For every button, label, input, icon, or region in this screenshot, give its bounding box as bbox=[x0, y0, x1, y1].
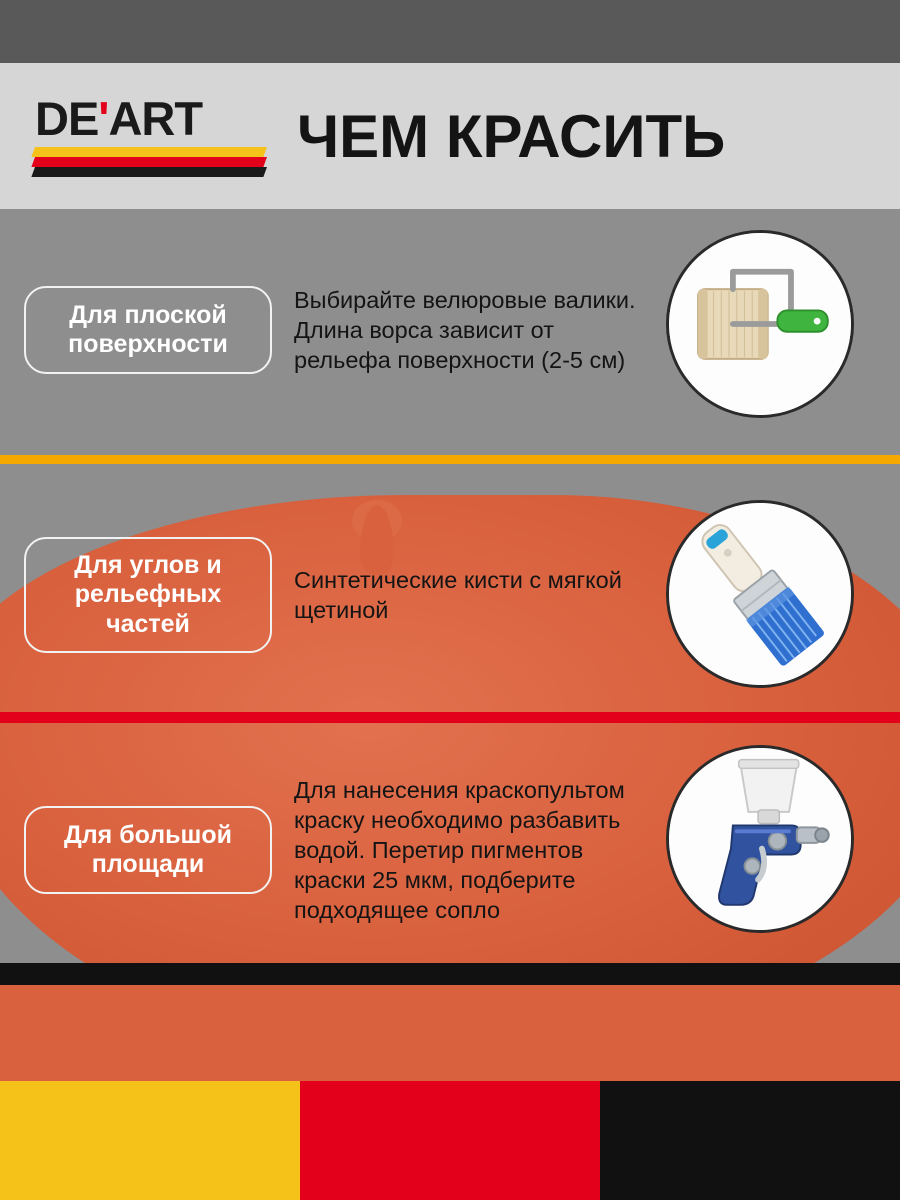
german-flag-icon bbox=[35, 147, 267, 177]
brand-logo bbox=[35, 91, 275, 181]
separator-red bbox=[0, 712, 900, 723]
paint-roller-icon bbox=[666, 230, 854, 418]
flag-stripe-red bbox=[300, 1081, 600, 1200]
description-flat-surface: Выбирайте велюровые валики. Длина ворса зависит от рельефа поверхности (2-5 см) bbox=[294, 286, 636, 374]
flag-stripe-yellow bbox=[0, 1081, 300, 1200]
pill-label-corners-relief: Для углов и рельефных частей bbox=[24, 537, 272, 654]
logo-text-art: ART bbox=[108, 92, 203, 145]
description-corners-relief: Синтетические кисти с мягкой щетиной bbox=[294, 566, 622, 623]
page-title: ЧЕМ КРАСИТЬ bbox=[297, 102, 726, 170]
pill-label-flat-surface: Для плоской поверхности bbox=[24, 286, 272, 374]
logo-wordmark bbox=[35, 92, 203, 145]
bottom-black-bar bbox=[0, 963, 900, 985]
bottom-german-flag bbox=[0, 1081, 900, 1200]
pill-label-large-area: Для большой площади bbox=[24, 806, 272, 894]
paint-brush-icon bbox=[666, 500, 854, 688]
logo-text-de: DE bbox=[35, 92, 99, 145]
spray-gun-icon bbox=[666, 745, 854, 933]
top-strip bbox=[0, 0, 900, 63]
description-large-area: Для нанесения краскопультом краску необходимо разбавить водой. Перетир пигментов краски 25 мкм, подберите подходящее сопло bbox=[294, 776, 625, 924]
header-bar bbox=[0, 63, 900, 209]
flag-stripe-black bbox=[600, 1081, 900, 1200]
logo-apostrophe: ' bbox=[98, 92, 109, 145]
separator-yellow bbox=[0, 455, 900, 464]
